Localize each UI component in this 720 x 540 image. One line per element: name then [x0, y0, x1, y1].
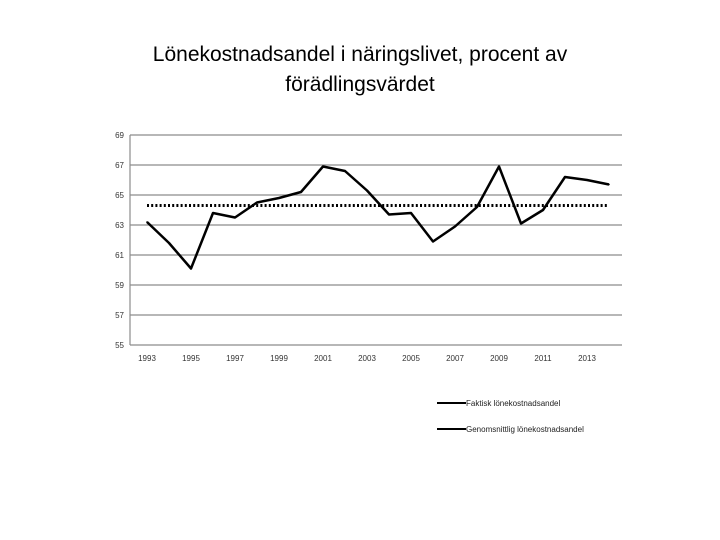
data-point [168, 242, 170, 244]
x-tick-label-1999: 1999 [270, 354, 288, 363]
series-line-1 [147, 167, 609, 269]
y-tick-label-67: 67 [115, 161, 124, 170]
y-tick-label-69: 69 [115, 131, 124, 140]
data-point [388, 214, 390, 216]
y-tick-label-55: 55 [115, 341, 124, 350]
data-point [212, 212, 214, 214]
data-point [542, 209, 544, 211]
x-tick-label-2011: 2011 [534, 354, 552, 363]
data-point [608, 184, 610, 186]
legend-label-2: Genomsnittlig lönekostnadsandel [466, 425, 584, 434]
x-tick-label-2005: 2005 [402, 354, 420, 363]
x-tick-label-2013: 2013 [578, 354, 596, 363]
data-point [366, 190, 368, 192]
x-tick-label-2007: 2007 [446, 354, 464, 363]
data-point [410, 212, 412, 214]
data-point [234, 217, 236, 219]
x-tick-label-1993: 1993 [138, 354, 156, 363]
data-point [190, 268, 192, 270]
data-point [344, 170, 346, 172]
y-tick-label-59: 59 [115, 281, 124, 290]
data-point [322, 166, 324, 168]
data-point [432, 241, 434, 243]
legend-label-1: Faktisk lönekostnadsandel [466, 399, 561, 408]
y-tick-label-65: 65 [115, 191, 124, 200]
data-point [300, 191, 302, 193]
y-tick-label-57: 57 [115, 311, 124, 320]
data-point [146, 221, 148, 223]
x-tick-label-2001: 2001 [314, 354, 332, 363]
x-tick-label-2003: 2003 [358, 354, 376, 363]
x-tick-label-1997: 1997 [226, 354, 244, 363]
data-point [564, 176, 566, 178]
data-point [520, 223, 522, 225]
chart-title: Lönekostnadsandel i näringslivet, procent av förädlingsvärdet [152, 43, 568, 96]
y-tick-label-61: 61 [115, 251, 124, 260]
data-point [586, 179, 588, 181]
data-point [454, 226, 456, 228]
y-tick-label-63: 63 [115, 221, 124, 230]
data-point [498, 166, 500, 168]
data-point [278, 197, 280, 199]
x-tick-label-1995: 1995 [182, 354, 200, 363]
data-point [256, 202, 258, 204]
x-tick-label-2009: 2009 [490, 354, 508, 363]
